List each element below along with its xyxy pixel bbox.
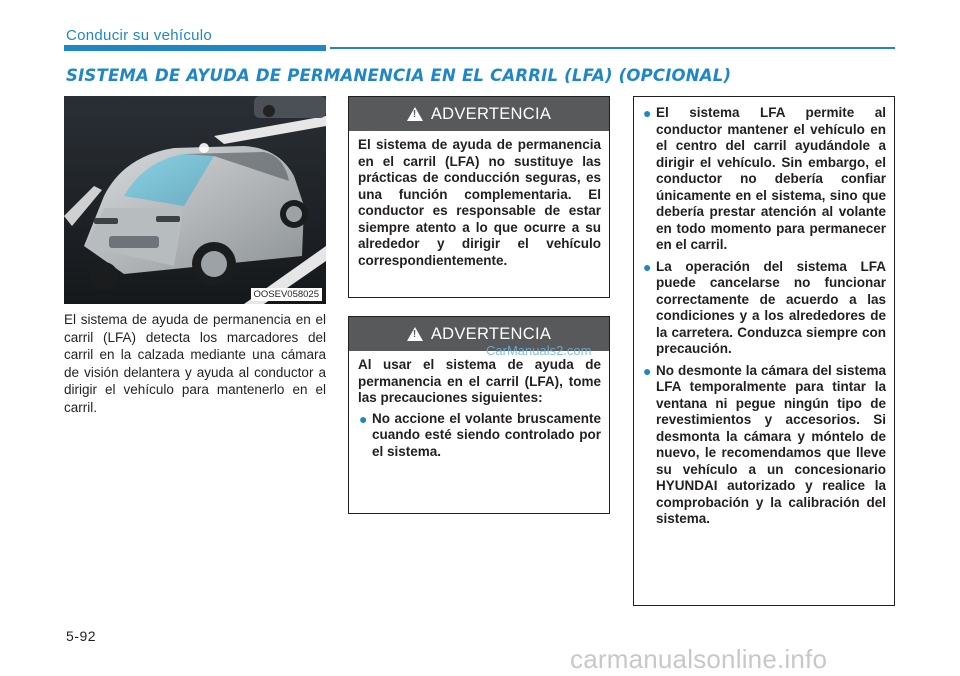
- warning-bullets-2: [358, 411, 601, 461]
- car-camera-image: [64, 96, 326, 304]
- list-item: ● No desmonte la cámara del sistema LFA temporalmente para tintar la ventana ni pegue ningún tipo de revestimientos y accesorios. Si desmonta la cámara y móntelo de nuevo, le recomendamos que lleve su vehículo a un concesionario HYUNDAI autorizado y realice la comprobación y la calibración del sistema.: [643, 362, 886, 526]
- lfa-notes-list: [642, 105, 886, 528]
- list-item: ● No accione el volante bruscamente cuando esté siendo controlado por el sistema.: [359, 410, 601, 459]
- warning-body-2: [349, 351, 609, 471]
- intro-paragraph: El sistema de ayuda de permanencia en el carril (LFA) detecta los marcadores del carril en la calzada mediante una cámara de visión delantera y ayuda al conductor a dirigir el vehículo para mantenerlo en el carril.: [64, 312, 326, 415]
- warning-triangle-icon: [407, 327, 423, 341]
- page-number: 5-92: [66, 628, 97, 644]
- watermark-mid: CarManuals2.com: [486, 343, 592, 358]
- warning-box-1: [348, 96, 610, 298]
- warning-text-1: El sistema de ayuda de permanencia en el carril (LFA) no sustituye las prácticas de conducción seguras, es una función complementaria. El conductor es responsable de estar siempre atento a lo que ocurre a su alrededor y dirigir el vehículo correspondientemente.: [358, 137, 601, 268]
- bullet-dot-icon: ●: [643, 362, 652, 379]
- warning-title-2: ADVERTENCIA: [430, 324, 552, 343]
- page-heading: SISTEMA DE AYUDA DE PERMANENCIA EN EL CARRIL (LFA) (OPCIONAL): [66, 66, 732, 85]
- watermark-link[interactable]: carmanualsonline.info: [570, 644, 828, 674]
- figure-code: OOSEV058025: [251, 288, 323, 301]
- lfa-notes-box: [633, 96, 895, 606]
- header-rule-thin: [330, 47, 895, 49]
- warning-header-1: [349, 97, 609, 131]
- bullet-dot-icon: ●: [359, 410, 368, 427]
- list-item: ● El sistema LFA permite al conductor mantener el vehículo en el centro del carril ayudándole a dirigir el vehículo. Sin embargo, el conductor no debería confiar únicamente en el sistema, sino que debería prestar atención al volante en todo momento para permanecer en el carril.: [643, 105, 886, 252]
- section-title: Conducir su vehículo: [66, 27, 213, 44]
- list-item: ● La operación del sistema LFA puede cancelarse no funcionar correctamente de acuerdo a las condiciones y a los alrededores de la carretera. Conduzca siempre con precaución.: [643, 258, 886, 356]
- warning-triangle-icon: [407, 107, 423, 121]
- bullet-dot-icon: ●: [643, 105, 652, 121]
- bullet-dot-icon: ●: [643, 258, 652, 275]
- lfa-car-illustration: [64, 96, 326, 304]
- header-rule-thick: [64, 45, 326, 51]
- warning-title-1: ADVERTENCIA: [430, 104, 552, 123]
- warning-body-1: [349, 131, 609, 277]
- warning-intro-2: Al usar el sistema de ayuda de permanencia en el carril (LFA), tome las precauciones siguientes:: [358, 357, 601, 405]
